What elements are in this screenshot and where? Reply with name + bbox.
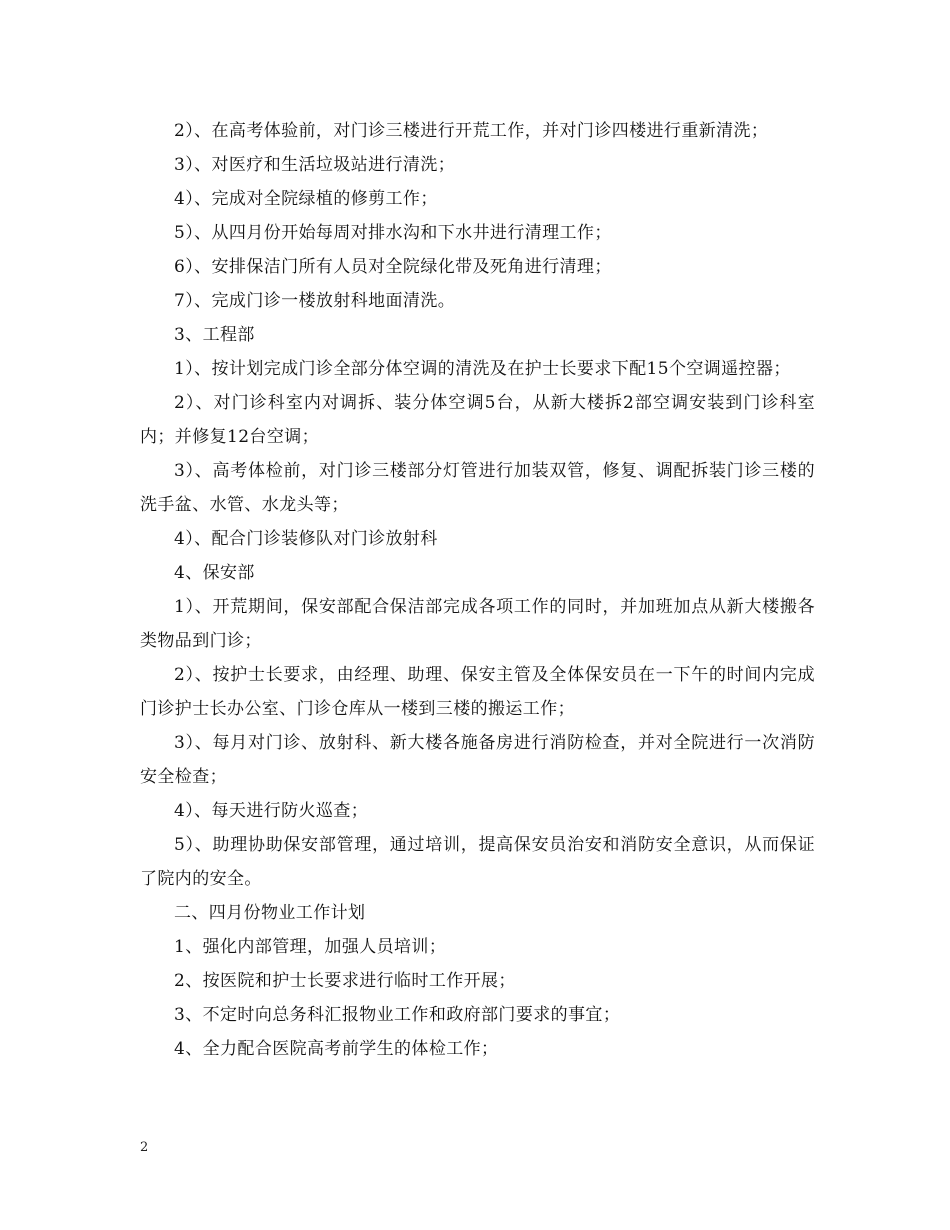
paragraph: 2、按医院和护士长要求进行临时工作开展； (174, 971, 516, 991)
paragraph: 4、全力配合医院高考前学生的体检工作； (174, 1039, 499, 1059)
paragraph: 3、不定时向总务科汇报物业工作和政府部门要求的事宜； (174, 1005, 621, 1025)
paragraph: 4）、配合门诊装修队对门诊放射科 (174, 529, 438, 549)
paragraph: 4）、完成对全院绿植的修剪工作； (174, 189, 438, 209)
paragraph: 1）、按计划完成门诊全部分体空调的清洗及在护士长要求下配15个空调遥控器； (174, 359, 791, 379)
section-heading: 二、四月份物业工作计划 (174, 903, 366, 923)
document-body (140, 114, 815, 1066)
paragraph: 2）、对门诊科室内对调拆、装分体空调5台，从新大楼拆2部空调安装到门诊科室内；并修复12台空调； (140, 393, 815, 447)
paragraph: 3）、高考体检前，对门诊三楼部分灯管进行加装双管，修复、调配拆装门诊三楼的洗手盆、水管、水龙头等； (140, 461, 815, 515)
paragraph: 2）、按护士长要求，由经理、助理、保安主管及全体保安员在一下午的时间内完成门诊护士长办公室、门诊仓库从一楼到三楼的搬运工作； (140, 665, 815, 719)
paragraph: 4）、每天进行防火巡查； (174, 801, 369, 821)
paragraph: 1、强化内部管理，加强人员培训； (174, 937, 447, 957)
paragraph: 2）、在高考体验前，对门诊三楼进行开荒工作，并对门诊四楼进行重新清洗； (174, 121, 769, 141)
paragraph: 7）、完成门诊一楼放射科地面清洗。 (174, 291, 456, 311)
paragraph: 3）、对医疗和生活垃圾站进行清洗； (174, 155, 456, 175)
paragraph: 1）、开荒期间，保安部配合保洁部完成各项工作的同时，并加班加点从新大楼搬各类物品到门诊； (140, 597, 815, 651)
paragraph: 6）、安排保洁门所有人员对全院绿化带及死角进行清理； (174, 257, 612, 277)
page-number: 2 (140, 1140, 149, 1155)
section-heading: 3、工程部 (174, 325, 255, 345)
paragraph: 3）、每月对门诊、放射科、新大楼各施备房进行消防检查，并对全院进行一次消防安全检查； (140, 733, 815, 787)
paragraph: 5）、助理协助保安部管理，通过培训，提高保安员治安和消防安全意识，从而保证了院内的安全。 (140, 835, 815, 889)
paragraph: 5）、从四月份开始每周对排水沟和下水井进行清理工作； (174, 223, 612, 243)
section-heading: 4、保安部 (174, 563, 255, 583)
